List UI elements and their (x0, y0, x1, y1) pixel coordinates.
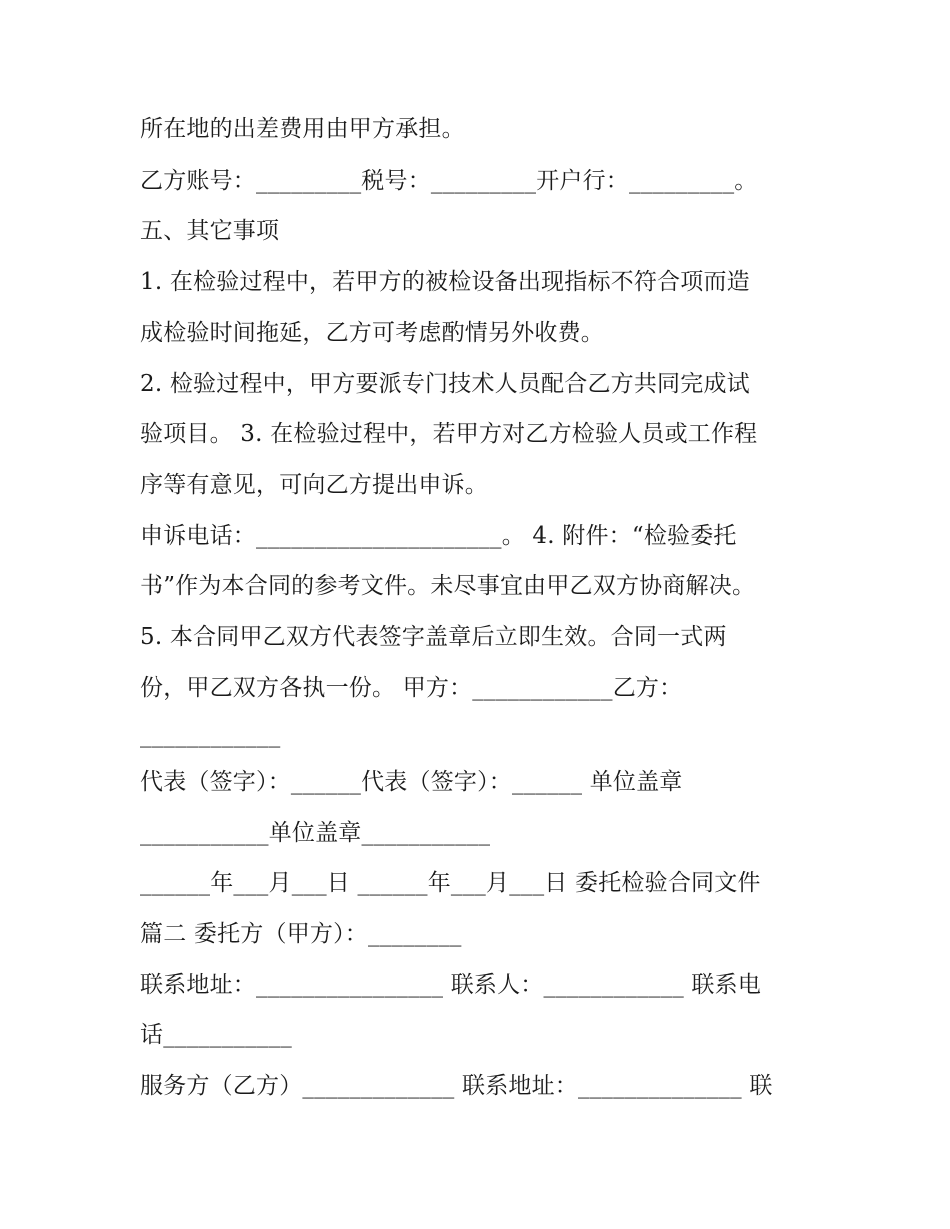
text-line-18: 联系地址：________________ 联系人：____________ 联系电 (140, 972, 762, 998)
text-line-14: 代表（签字）：______代表（签字）：______ 单位盖章 (140, 769, 683, 795)
text-line-7: 验项目。 3. 在检验过程中，若甲方对乙方检验人员或工作程 (140, 421, 758, 447)
text-line-16: ______年___月___日 ______年___月___日 委托检验合同文件 (140, 870, 761, 896)
text-line-11: 5. 本合同甲乙双方代表签字盖章后立即生效。合同一式两 (140, 624, 727, 650)
text-line-4: 1. 在检验过程中，若甲方的被检设备出现指标不符合项而造 (140, 269, 750, 295)
text-line-15: ___________单位盖章___________ (140, 820, 491, 846)
text-line-9: 申诉电话：_____________________。 4. 附件：“检验委托 (140, 523, 737, 549)
text-line-2: 乙方账号：_________税号：_________开户行：_________。 (140, 168, 758, 194)
text-line-5: 成检验时间拖延，乙方可考虑酌情另外收费。 (140, 320, 604, 346)
text-line-17: 篇二 委托方（甲方）：________ (140, 921, 462, 947)
text-line-12: 份，甲乙双方各执一份。 甲方：____________乙方： (140, 675, 683, 701)
text-line-19: 话___________ (140, 1022, 292, 1048)
text-line-8: 序等有意见，可向乙方提出申诉。 (140, 472, 488, 498)
text-line-13: ____________ (140, 722, 281, 748)
text-line-20: 服务方（乙方）_____________ 联系地址：______________ 联 (140, 1073, 773, 1099)
text-line-6: 2. 检验过程中，甲方要派专门技术人员配合乙方共同完成试 (140, 371, 750, 397)
text-line-10: 书”作为本合同的参考文件。未尽事宜由甲乙双方协商解决。 (140, 573, 756, 599)
text-line-1: 所在地的出差费用由甲方承担。 (140, 116, 465, 142)
section-heading-other-matters: 五、其它事项 (140, 218, 280, 244)
